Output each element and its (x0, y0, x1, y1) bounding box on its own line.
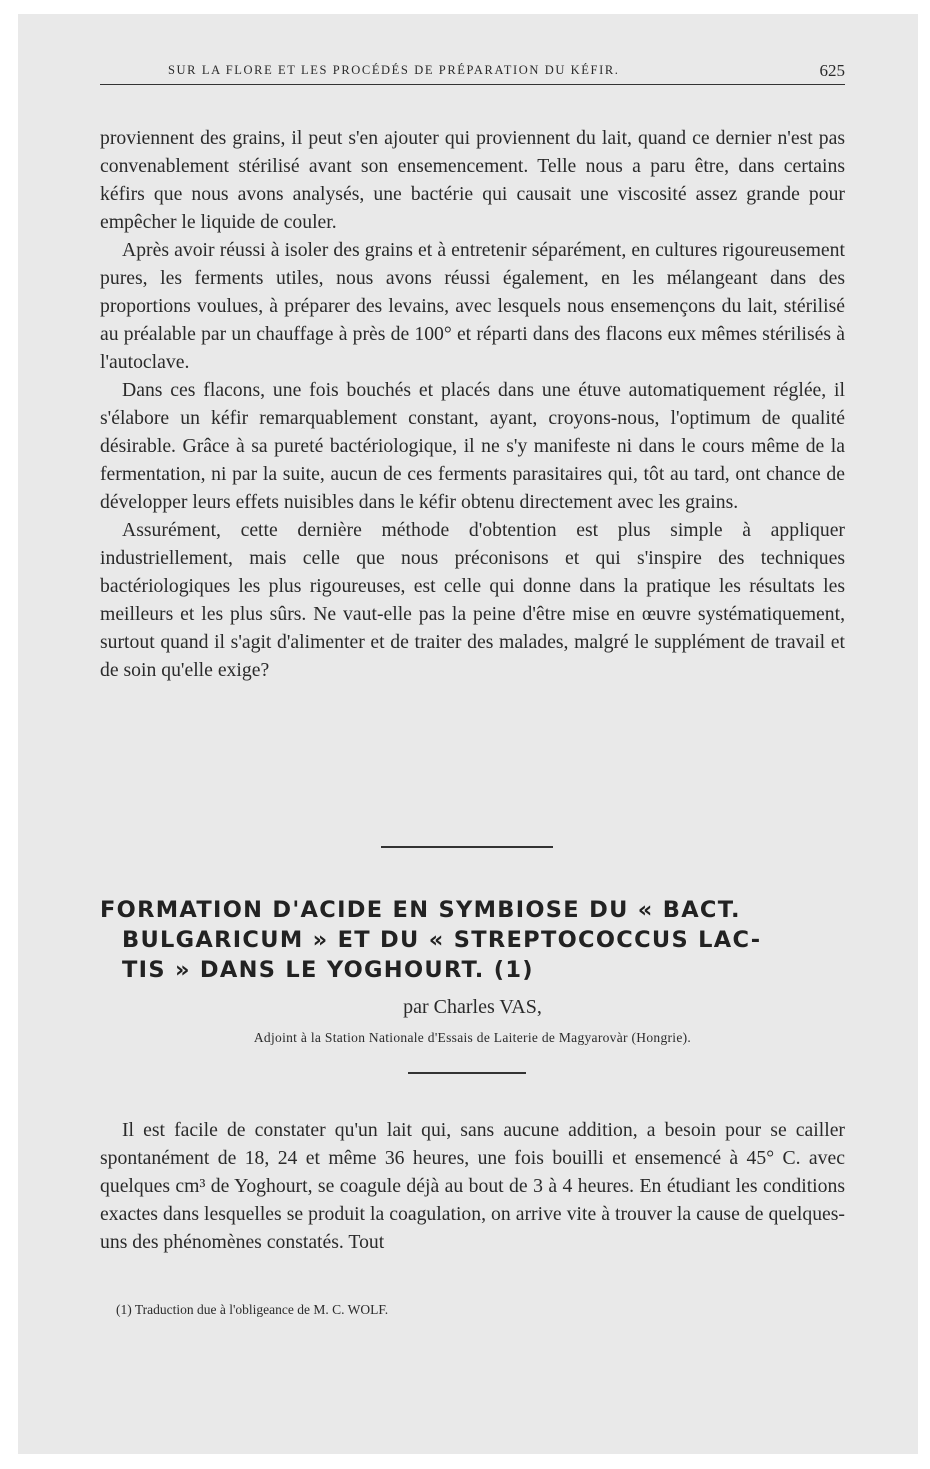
paragraph: Il est facile de constater qu'un lait qui, sans aucune addition, a besoin pour se cailler spontanément de 18, 24 et même 36 heures, une fois bouilli et ensemencé à 45° C. avec quelques cm³ de Yoghourt, se coagule déjà au bout de 3 à 4 heures. En étudiant les conditions exactes dans lesquelles se produit la coagulation, on arrive vite à trouver la cause de quelques-uns des phénomènes constatés. Tout (100, 1119, 845, 1253)
title-line: TIS » DANS LE YOGHOURT. (1) (122, 957, 534, 983)
paragraph: Après avoir réussi à isoler des grains et à entretenir séparément, en cultures rigoureusement pures, les ferments utiles, nous avons réussi également, en les mélangeant dans des proportions voulues, à préparer des levains, avec lesquels nous ensemençons du lait, stérilisé au préalable par un chauffage à près de 100° et réparti dans des flacons eux mêmes stérilisés à l'autoclave. (100, 239, 845, 373)
body-text-continued (100, 124, 845, 684)
article-title (100, 895, 845, 985)
title-line: BULGARICUM » ET DU « STREPTOCOCCUS LAC- (122, 927, 762, 953)
paragraph: Dans ces flacons, une fois bouchés et placés dans une étuve automatiquement réglée, il s'élabore un kéfir remarquablement constant, ayant, croyons-nous, l'optimum de qualité désirable. Grâce à sa pureté bactériologique, il ne s'y manifeste ni dans le cours même de la fermentation, ni par la suite, aucun de ces ferments parasitaires qui, tôt au tard, ont chance de développer leurs effets nuisibles dans le kéfir obtenu directement avec les grains. (100, 379, 845, 513)
section-divider (381, 846, 553, 848)
paragraph: proviennent des grains, il peut s'en ajouter qui proviennent du lait, quand ce dernier n'est pas convenablement stérilisé avant son ensemencement. Telle nous a paru être, dans certains kéfirs que nous avons analysés, une bactérie qui causait une viscosité assez grande pour empêcher le liquide de couler. (100, 127, 845, 233)
article-body (100, 1116, 845, 1256)
page-number: 625 (819, 61, 845, 80)
author-affiliation: Adjoint à la Station Nationale d'Essais de Laiterie de Magyarovàr (Hongrie). (253, 1030, 692, 1045)
paragraph: Assurément, cette dernière méthode d'obtention est plus simple à appliquer industriellement, mais celle que nous préconisons et qui s'inspire des techniques bactériologiques les plus rigoureuses, est celle qui donne dans la pratique les résultats les meilleurs et les plus sûrs. Ne vaut-elle pas la peine d'être mise en œuvre systématiquement, surtout quand il s'agit d'alimenter et de traiter des malades, malgré le supplément de travail et de soin qu'elle exige? (100, 519, 845, 681)
running-head-title: SUR LA FLORE ET LES PROCÉDÉS DE PRÉPARATION DU KÉFIR. (168, 63, 620, 77)
author-byline: par Charles VAS, (403, 996, 542, 1018)
footnote: (1) Traduction due à l'obligeance de M. C. WOLF. (116, 1302, 389, 1317)
byline-divider (408, 1072, 526, 1074)
title-line: FORMATION D'ACIDE EN SYMBIOSE DU « BACT. (100, 897, 741, 923)
running-header (100, 60, 845, 85)
